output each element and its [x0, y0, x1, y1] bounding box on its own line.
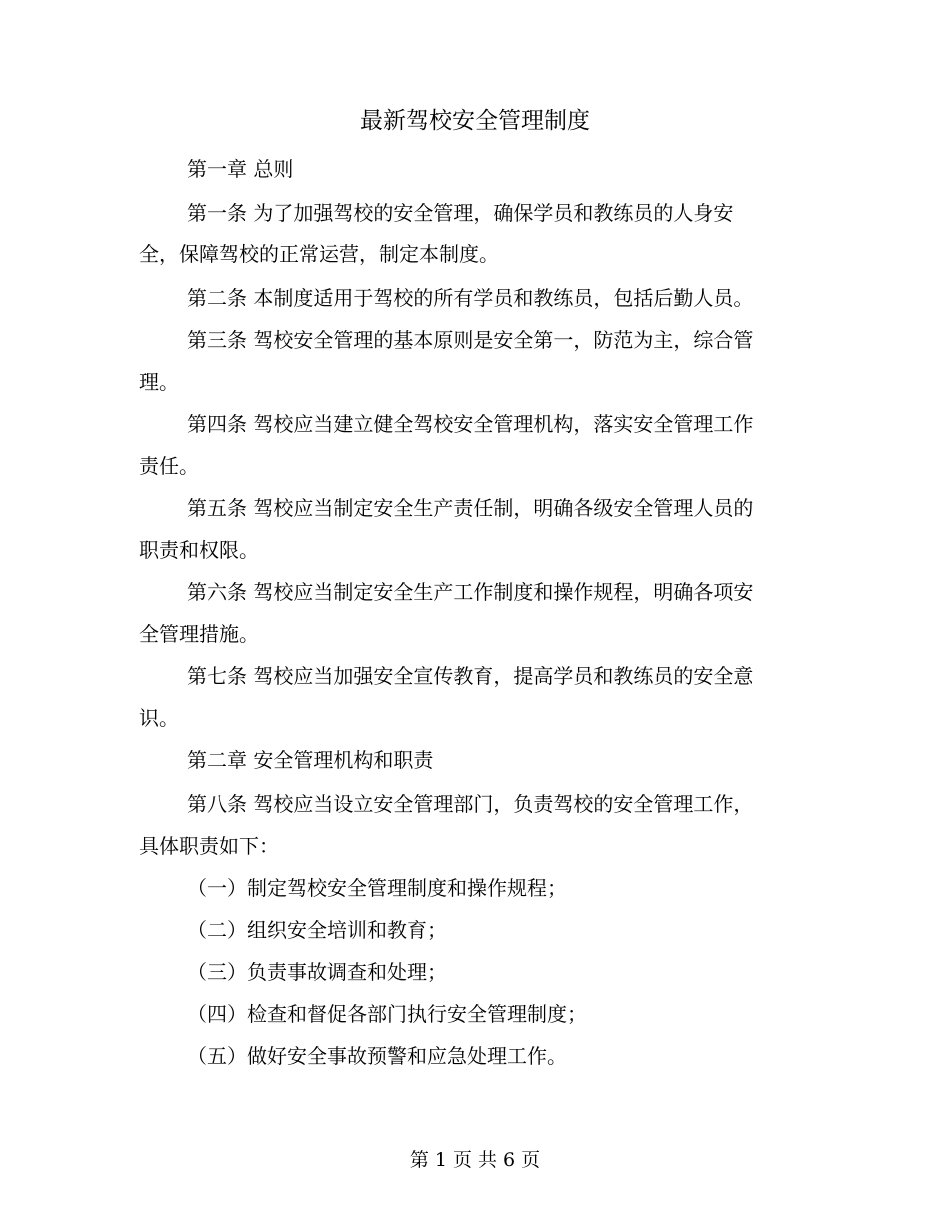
article-4-line-2: 责任。: [139, 454, 199, 478]
list-item-2: （二）组织安全培训和教育；: [187, 918, 447, 942]
list-item-4: （四）检查和督促各部门执行安全管理制度；: [187, 1002, 587, 1026]
list-item-3: （三）负责事故调查和处理；: [187, 960, 447, 984]
article-7-line-1: 第七条 驾校应当加强安全宣传教育，提高学员和教练员的安全意: [187, 664, 754, 688]
article-8-line-2: 具体职责如下：: [139, 834, 279, 858]
article-1-line-2: 全，保障驾校的正常运营，制定本制度。: [139, 242, 499, 266]
article-2-line-1: 第二条 本制度适用于驾校的所有学员和教练员，包括后勤人员。: [187, 286, 754, 310]
list-item-5: （五）做好安全事故预警和应急处理工作。: [187, 1044, 567, 1068]
article-1-line-1: 第一条 为了加强驾校的安全管理，确保学员和教练员的人身安: [187, 201, 734, 225]
chapter-heading-2: 第二章 安全管理机构和职责: [187, 748, 434, 772]
document-title: 最新驾校安全管理制度: [360, 108, 590, 134]
article-4-line-1: 第四条 驾校应当建立健全驾校安全管理机构，落实安全管理工作: [187, 412, 754, 436]
chapter-heading-1: 第一章 总则: [187, 157, 294, 181]
article-5-line-1: 第五条 驾校应当制定安全生产责任制，明确各级安全管理人员的: [187, 496, 754, 520]
article-6-line-1: 第六条 驾校应当制定安全生产工作制度和操作规程，明确各项安: [187, 580, 754, 604]
article-6-line-2: 全管理措施。: [139, 622, 259, 646]
article-7-line-2: 识。: [139, 706, 179, 730]
article-3-line-1: 第三条 驾校安全管理的基本原则是安全第一，防范为主，综合管: [187, 328, 754, 352]
article-8-line-1: 第八条 驾校应当设立安全管理部门，负责驾校的安全管理工作，: [187, 792, 754, 816]
page-footer: 第 1 页 共 6 页: [409, 1149, 541, 1171]
article-3-line-2: 理。: [139, 370, 179, 394]
article-5-line-2: 职责和权限。: [139, 538, 259, 562]
list-item-1: （一）制定驾校安全管理制度和操作规程；: [187, 876, 567, 900]
